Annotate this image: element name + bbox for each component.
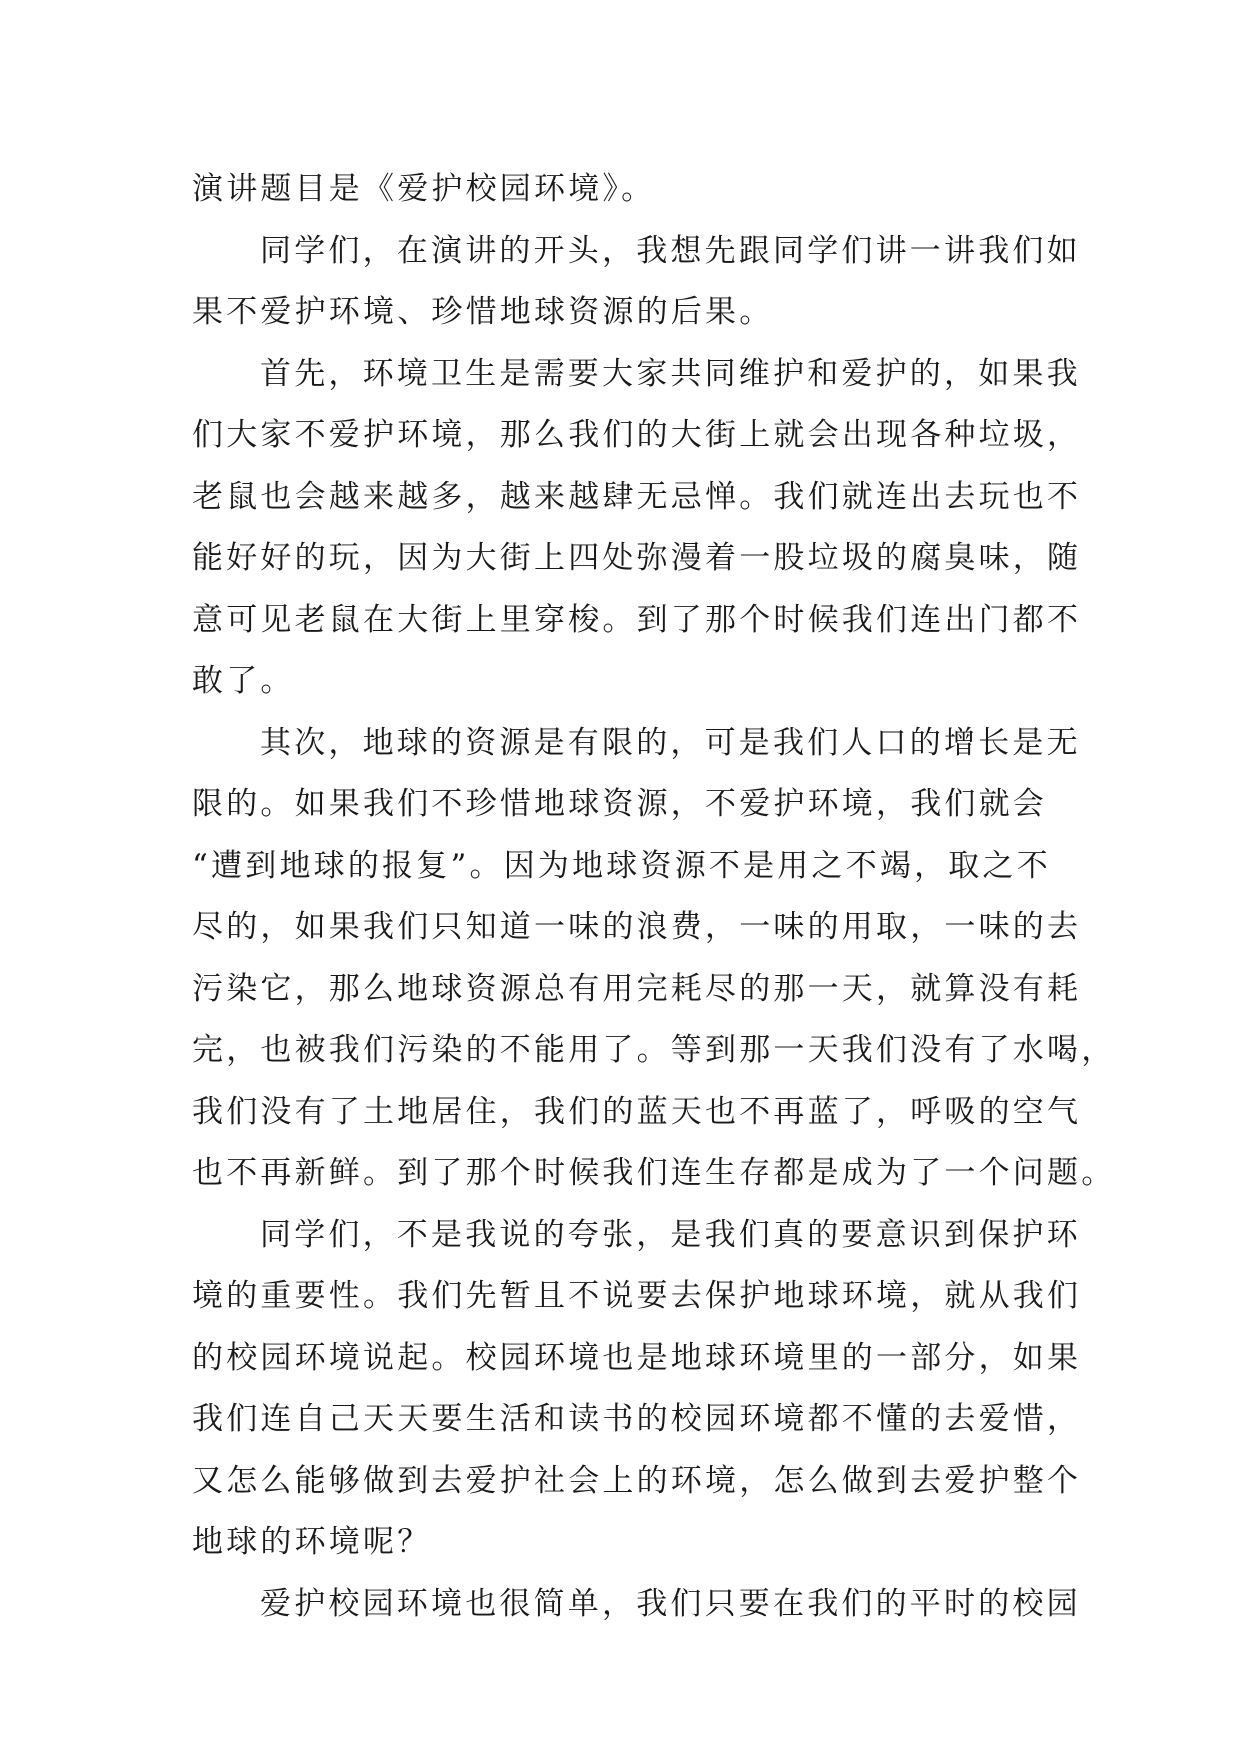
- text-line: 也不再新鲜。到了那个时候我们连生存都是成为了一个问题。: [192, 1155, 1116, 1191]
- text-line: 能好好的玩，因为大街上四处弥漫着一股垃圾的腐臭味，随: [192, 540, 1082, 576]
- text-line: 们大家不爱护环境，那么我们的大街上就会出现各种垃圾，: [192, 417, 1082, 453]
- text-line: 其次，地球的资源是有限的，可是我们人口的增长是无: [260, 724, 1081, 761]
- text-line: 我们没有了土地居住，我们的蓝天也不再蓝了，呼吸的空气: [192, 1093, 1082, 1130]
- speech-text: [192, 159, 1116, 1635]
- text-line: 限的。如果我们不珍惜地球资源，不爱护环境，我们就会: [192, 786, 1047, 822]
- text-line: 敢了。: [192, 663, 295, 699]
- text-line: 演讲题目是《爱护校园环境》。: [192, 171, 656, 207]
- text-line: 地球的环境呢？: [192, 1524, 432, 1560]
- text-line: 爱护校园环境也很简单，我们只要在我们的平时的校园: [260, 1585, 1081, 1622]
- text-line: 老鼠也会越来越多，越来越肆无忌惮。我们就连出去玩也不: [192, 478, 1082, 515]
- text-line: 同学们，不是我说的夸张，是我们真的要意识到保护环: [260, 1216, 1081, 1253]
- text-line: 境的重要性。我们先暂且不说要去保护地球环境，就从我们: [192, 1278, 1082, 1314]
- text-line: 同学们，在演讲的开头，我想先跟同学们讲一讲我们如: [260, 232, 1081, 269]
- text-line: 完，也被我们污染的不能用了。等到那一天我们没有了水喝，: [192, 1032, 1116, 1068]
- text-line: 我们连自己天天要生活和读书的校园环境都不懂的去爱惜，: [192, 1401, 1082, 1437]
- text-line: 又怎么能够做到去爱护社会上的环境，怎么做到去爱护整个: [192, 1462, 1082, 1499]
- text-line: “遭到地球的报复”。因为地球资源不是用之不竭，取之不: [192, 847, 1051, 884]
- text-line: 果不爱护环境、珍惜地球资源的后果。: [192, 294, 774, 330]
- text-line: 的校园环境说起。校园环境也是地球环境里的一部分，如果: [192, 1339, 1082, 1376]
- text-line: 尽的，如果我们只知道一味的浪费，一味的用取，一味的去: [192, 909, 1082, 945]
- text-line: 首先，环境卫生是需要大家共同维护和爱护的，如果我: [260, 355, 1081, 392]
- text-line: 污染它，那么地球资源总有用完耗尽的那一天，就算没有耗: [192, 970, 1082, 1007]
- text-line: 意可见老鼠在大街上里穿梭。到了那个时候我们连出门都不: [192, 601, 1082, 638]
